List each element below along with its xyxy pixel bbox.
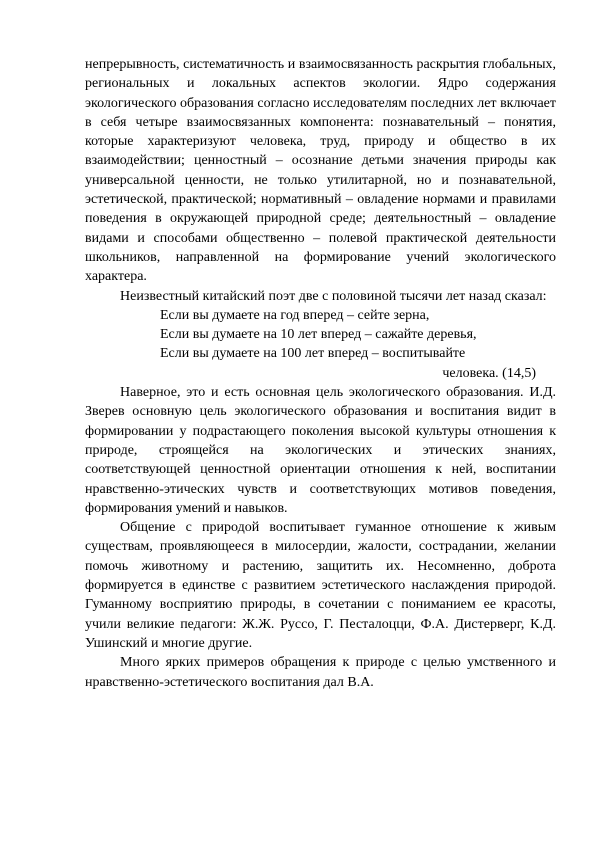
poem-line: Если вы думаете на 10 лет вперед – сажайте деревья,: [160, 327, 477, 343]
paragraph-poet-intro: Неизвестный китайский поэт две с половиной тысячи лет назад сказал:: [120, 288, 547, 304]
poem-line: Если вы думаете на 100 лет вперед – воспитывайте: [160, 346, 466, 362]
document-body: [85, 55, 556, 692]
poem-last-line: человека. (14,5): [442, 365, 536, 381]
paragraph-nature-communication: Общение с природой воспитывает гуманное отношение к живым существам, проявляющееся в милосердии, жалости, сострадании, желании помочь животному и растению, защитить их. Несомненно, доброта формируется в единстве с развитием эстетического наслаждения природой. Гуманному восприятию природы, в сочетании с пониманием ее красоты, учили великие педагоги: Ж.Ж. Руссо, Г. Песталоцци, Ф.А. Дистерверг, К.Д. Ушинский и многие другие.: [85, 520, 556, 651]
poem-quote: [85, 306, 556, 383]
paragraph-main-goal: Наверное, это и есть основная цель экологического образования. И.Д. Зверев основную цель экологического образования и воспитания видит в формировании у подрастающего поколения высокой культуры отношения к природе, строящейся на экологических и этических знаниях, соответствующей ценностной ориентации отношения к ней, воспитании нравственно-этических чувств и соответствующих мотивов поведения, формирования умений и навыков.: [85, 385, 556, 516]
paragraph-examples: Много ярких примеров обращения к природе с целью умственного и нравственно-эстетического воспитания дал В.А.: [85, 655, 556, 690]
paragraph-ecology-content: непрерывность, систематичность и взаимосвязанность раскрытия глобальных, региональных и локальных аспектов экологии. Ядро содержания экологического образования согласно исследователям последних лет включает в себя четыре взаимосвязанных компонента: познавательный – понятия, которые характеризуют человека, труд, природу и общество в их взаимодействии; ценностный – осознание детьми значения природы как универсальной ценности, не только утилитарной, но и познавательной, эстетической, практической; нормативный – овладение нормами и правилами поведения в окружающей природной среде; деятельностный – овладение видами и способами общественно – полевой практической деятельности школьников, направленной на формирование учений экологического характера.: [85, 57, 556, 285]
poem-line: Если вы думаете на год вперед – сейте зерна,: [160, 307, 430, 323]
